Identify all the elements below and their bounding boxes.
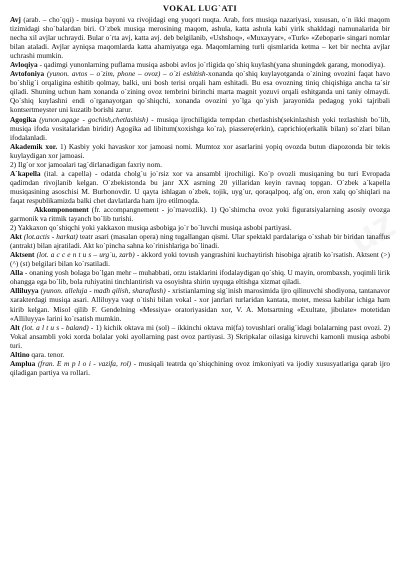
- page-title: VOKAL LUG`ATI: [162, 3, 238, 13]
- entry-term: Akkomponoment: [34, 204, 89, 214]
- dictionary-entry: [10, 268, 390, 286]
- entry-definition: - musiqali teatrda qo`shiqchining ovoz imkoniyati va ijodiy xususyatlariga qarab ijro qiladigan partiya va rollari.: [10, 358, 391, 377]
- entry-term: Avj: [10, 15, 21, 24]
- entry-term: Avloqiya: [10, 60, 38, 70]
- entry-term: Alliluyya: [10, 286, 39, 296]
- entry-term: Amplua: [10, 358, 36, 368]
- entry-definition: qara. tenor.: [29, 349, 65, 359]
- entry-term: Alla: [10, 268, 24, 278]
- dictionary-entry: [10, 142, 390, 160]
- dictionary-entry: [10, 323, 390, 350]
- dictionary-entry: [10, 69, 390, 114]
- entry-etymology: (yunon. avtos – o`zim, phone – ovoz) – o`zi eshitish: [44, 69, 206, 79]
- entry-term: Avtofoniya: [10, 69, 45, 79]
- entry-definition: 2) Yakkaxon qo`shiqchi yoki yakkaxon musiqa asbobiga jo`r bo`luvchi musiqa asbobi partiyasi.: [10, 223, 292, 233]
- entry-definition: (arab. – cho`qqi) - musiqa bayoni va rivojidagi eng yuqori nuqta. Arab, fors musiqa nazariyasi, xususan, o`n ikki maqom tizimidagi sho`balardan biri. O`zbek musiqa merosining maqom, ashula, katta ashula kabi yirik shakldagi namunalarida bir necha xil avjlar uchraydi. Bular o`rta avj, katta avj. deb belgilanib, «Ushshoq», «Muxayyar», «Turk» «Zebopari» singari nomlar bilan ataladi. Avjlar ayniqsa maqomlarda katta ahamiyatga ega. Maqomlarning turli qismlarida ketma – ket bir nechta avjlar uchrashi mumkin.: [10, 15, 390, 61]
- dictionary-entry: [10, 60, 390, 69]
- entry-term: A`kapella: [10, 168, 41, 178]
- entry-term: Aktsent: [10, 250, 35, 260]
- entry-term: Altino: [10, 349, 30, 359]
- dictionary-entry: [10, 223, 390, 232]
- dictionary-entry: [10, 15, 390, 60]
- entry-term: Alt: [10, 322, 20, 332]
- dictionary-entry: [10, 169, 390, 205]
- entry-definition: -xonanda qo`shiq kuylayotganda o`zining ovozini faqat havo bo`shlig`i orqaligina eshitib qolmay, balki, uni bosh terisi orqali ham eshitadi. Bu esa ovozning tiniq chiqishiga ancha ta`sir qiladi. Shuning uchun ham xonanda o`zining ovoz tembrini birinchi marta magnit yozuvi orqali eshitganda uni taniy olmaydi. Qo`shiq kuylashni endi o`rganayotgan qo`shiqchi, xonanda ovozini yo`lga qo`yish jarayonida pedagog yoki tajribali kontsertmeyster uni kuzatib borishi zarur.: [10, 69, 390, 115]
- dictionary-entry: [10, 286, 390, 322]
- dictionary-entry: [10, 232, 390, 250]
- entry-definition: - akkord yoki tovush yangrashini kuchaytirish hisobiga ajratib ko`rsatish. Aktsent (>)(^) (st) belgilari bilan ko`rsatiladi.: [10, 250, 390, 269]
- dictionary-entry: [10, 350, 390, 359]
- entry-etymology: (lot. a l t u s - baland): [19, 322, 89, 332]
- dictionary-entry: [10, 359, 390, 377]
- entry-definition: (ital. a capella) - odatda cholg`u jo`rsiz xor va ansambl ijrochiligi. Ko`p ovozli musiqaning bu turi Evropada qadimdan rivojlanib kelgan. O`zbekistonda bu janr XX asrning 20 yillaridan keyin ravnaq topgan. O`zbek a`kapella musiqasining asoschisi M. Burhonovdir. U qayta ishlagan o`zbek, tojik, uyg`ur, qoraqalpoq, afg`on, eron xalq qo`shiqlari na faqat respublikamizda balki chet davlatlarda ham ijro etilmoqda.: [10, 168, 390, 205]
- entries-list: [10, 15, 390, 377]
- entry-definition: - 1) kichik oktava mi (sol) – ikkinchi oktava mi(fa) tovushlari oralig`idagi bolalarning past ovozi. 2) Vokal ansambli yoki xorda bolalar yoki ayollarning past ovoz partiyasi. 3) Skripkalar oilasiga kiruvchi kamonli musiqa asbobi turi.: [10, 322, 391, 350]
- dictionary-entry: [10, 115, 390, 142]
- entry-term: Akademik xor.: [10, 141, 58, 151]
- entry-term: Agogika: [10, 114, 37, 124]
- dictionary-entry: [10, 160, 390, 169]
- dictionary-entry: [10, 205, 390, 223]
- entry-definition: - onaning yosh bolaga bo`lgan mehr – muhabbati, orzu istaklarini ifodalaydigan qo`shiq. U mayin, orombaxsh, yoqimli lirik ohangga ega bo`lib, bola ruhiyatini tinchlantirish va osoyishta shirin uyquga eltishga xizmat qiladi.: [10, 268, 390, 287]
- entry-definition: 2) Ilg`or xor jamoalari tag`dirlanadigan faxriy nom.: [10, 159, 162, 169]
- entry-definition: (fr. accompangnement - jo`rnavozlik). 1) Qo`shimcha ovoz yoki figuratsiyalarning asosiy ovozga garmonik va ritmik tayanch bo`lib turishi.: [10, 204, 390, 224]
- entry-etymology: (lot. a c c e n t u s – urg`u, zarb): [34, 250, 135, 260]
- entry-term: Akt: [10, 232, 22, 242]
- entry-etymology: (lot.actis - harkat): [21, 232, 78, 242]
- entry-definition: - xristianlarning sig`inish marosimida ijro qilinuvchi shodiyona, tantanavor xarakterdagi musiqa asari. Alliluyya vaqt o`tishi bilan vokal - xor janrlari turlaridan kantata, motet, messa kabilar ichiga ham kirib kelgan. Misol qilib F. Gendelning «Messiya» oratoriyasidan xor, V. A. Motsartning «Exultate, jibulate» motetidan «Alliluyya» larini ko`rsatish mumkin.: [10, 286, 390, 323]
- entry-definition: - qadimgi yunonlarning puflama musiqa asbobi avlos jo`rligida qo`shiq kuylash(yana shuningdek garang, monodiya).: [37, 60, 385, 70]
- entry-etymology: (fran. E m p l o i - vazifa, rol): [35, 358, 132, 368]
- entry-etymology: (yunon.agage - gochish,chetlashish): [36, 114, 149, 124]
- entry-definition: - musiqa ijrochiligida tempdan chetlashish(sekinlashish yoki tezlashish bo`lib, musiqa ifoda vositalaridan biridir) Agogika ad libitum(xoxishga ko`ra), piassere(erkin), caprichio(erkalik bilan) so`zlari bilan ifodalanladi.: [10, 114, 390, 142]
- entry-definition: teatr asari (masalan opera) ning tugallangan qismi. Ular spektakl pardalariga o`xshab bir biridan tanaffus (antrakt) bilan ajratiladi. Akt ko`pincha sahna ko`rinishlariga bo`linadi.: [10, 232, 390, 251]
- entry-etymology: (yunon. alleluja - madh qilish, sharaflash): [38, 286, 166, 296]
- dictionary-entry: [10, 250, 390, 268]
- entry-definition: 1) Kasbiy yoki havaskor xor jamoasi nomi. Mumtoz xor asarlarini yopiq ovozda butun diapozonda bir tekis kuylaydigan xor jamoasi.: [10, 141, 391, 160]
